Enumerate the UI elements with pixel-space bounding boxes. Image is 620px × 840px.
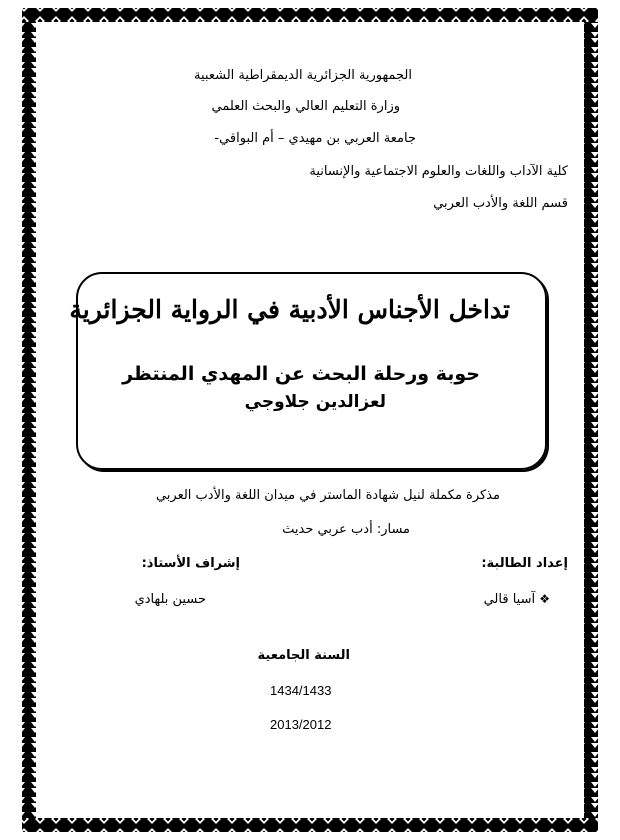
student-label: إعداد الطالبة:	[481, 556, 568, 571]
ministry-name: وزارة التعليم العالي والبحث العلمي	[211, 99, 400, 114]
thesis-title: تداخل الأجناس الأدبية في الرواية الجزائرية	[69, 295, 510, 324]
thesis-purpose: مذكرة مكملة لنيل شهادة الماستر في ميدان اللغة والأدب العربي	[155, 488, 500, 503]
student-name	[484, 592, 550, 607]
bullet-icon: ❖	[539, 592, 550, 606]
department-name: قسم اللغة والأدب العربي	[433, 196, 568, 211]
novel-title: حوبة ورحلة البحث عن المهدي المنتظر	[122, 363, 480, 385]
supervisor-label: إشراف الأستاذ:	[141, 556, 240, 571]
novel-author: لعزالدين جلاوجي	[244, 392, 386, 412]
university-name: جامعة العربي بن مهيدي – أم البواقي-	[214, 131, 416, 146]
republic-name: الجمهورية الجزائرية الديمقراطية الشعبية	[194, 68, 412, 83]
supervisor-name: حسين بلهادي	[134, 592, 206, 607]
faculty-name: كلية الآداب واللغات والعلوم الاجتماعية والإنسانية	[309, 164, 568, 179]
thesis-track: مسار: أدب عربي حديث	[282, 522, 410, 537]
hijri-year: 1434/1433	[270, 683, 332, 698]
gregorian-year: 2013/2012	[270, 717, 332, 732]
academic-year-label: السنة الجامعية	[257, 648, 350, 663]
student-name-text: آسيا قالي	[483, 592, 536, 607]
